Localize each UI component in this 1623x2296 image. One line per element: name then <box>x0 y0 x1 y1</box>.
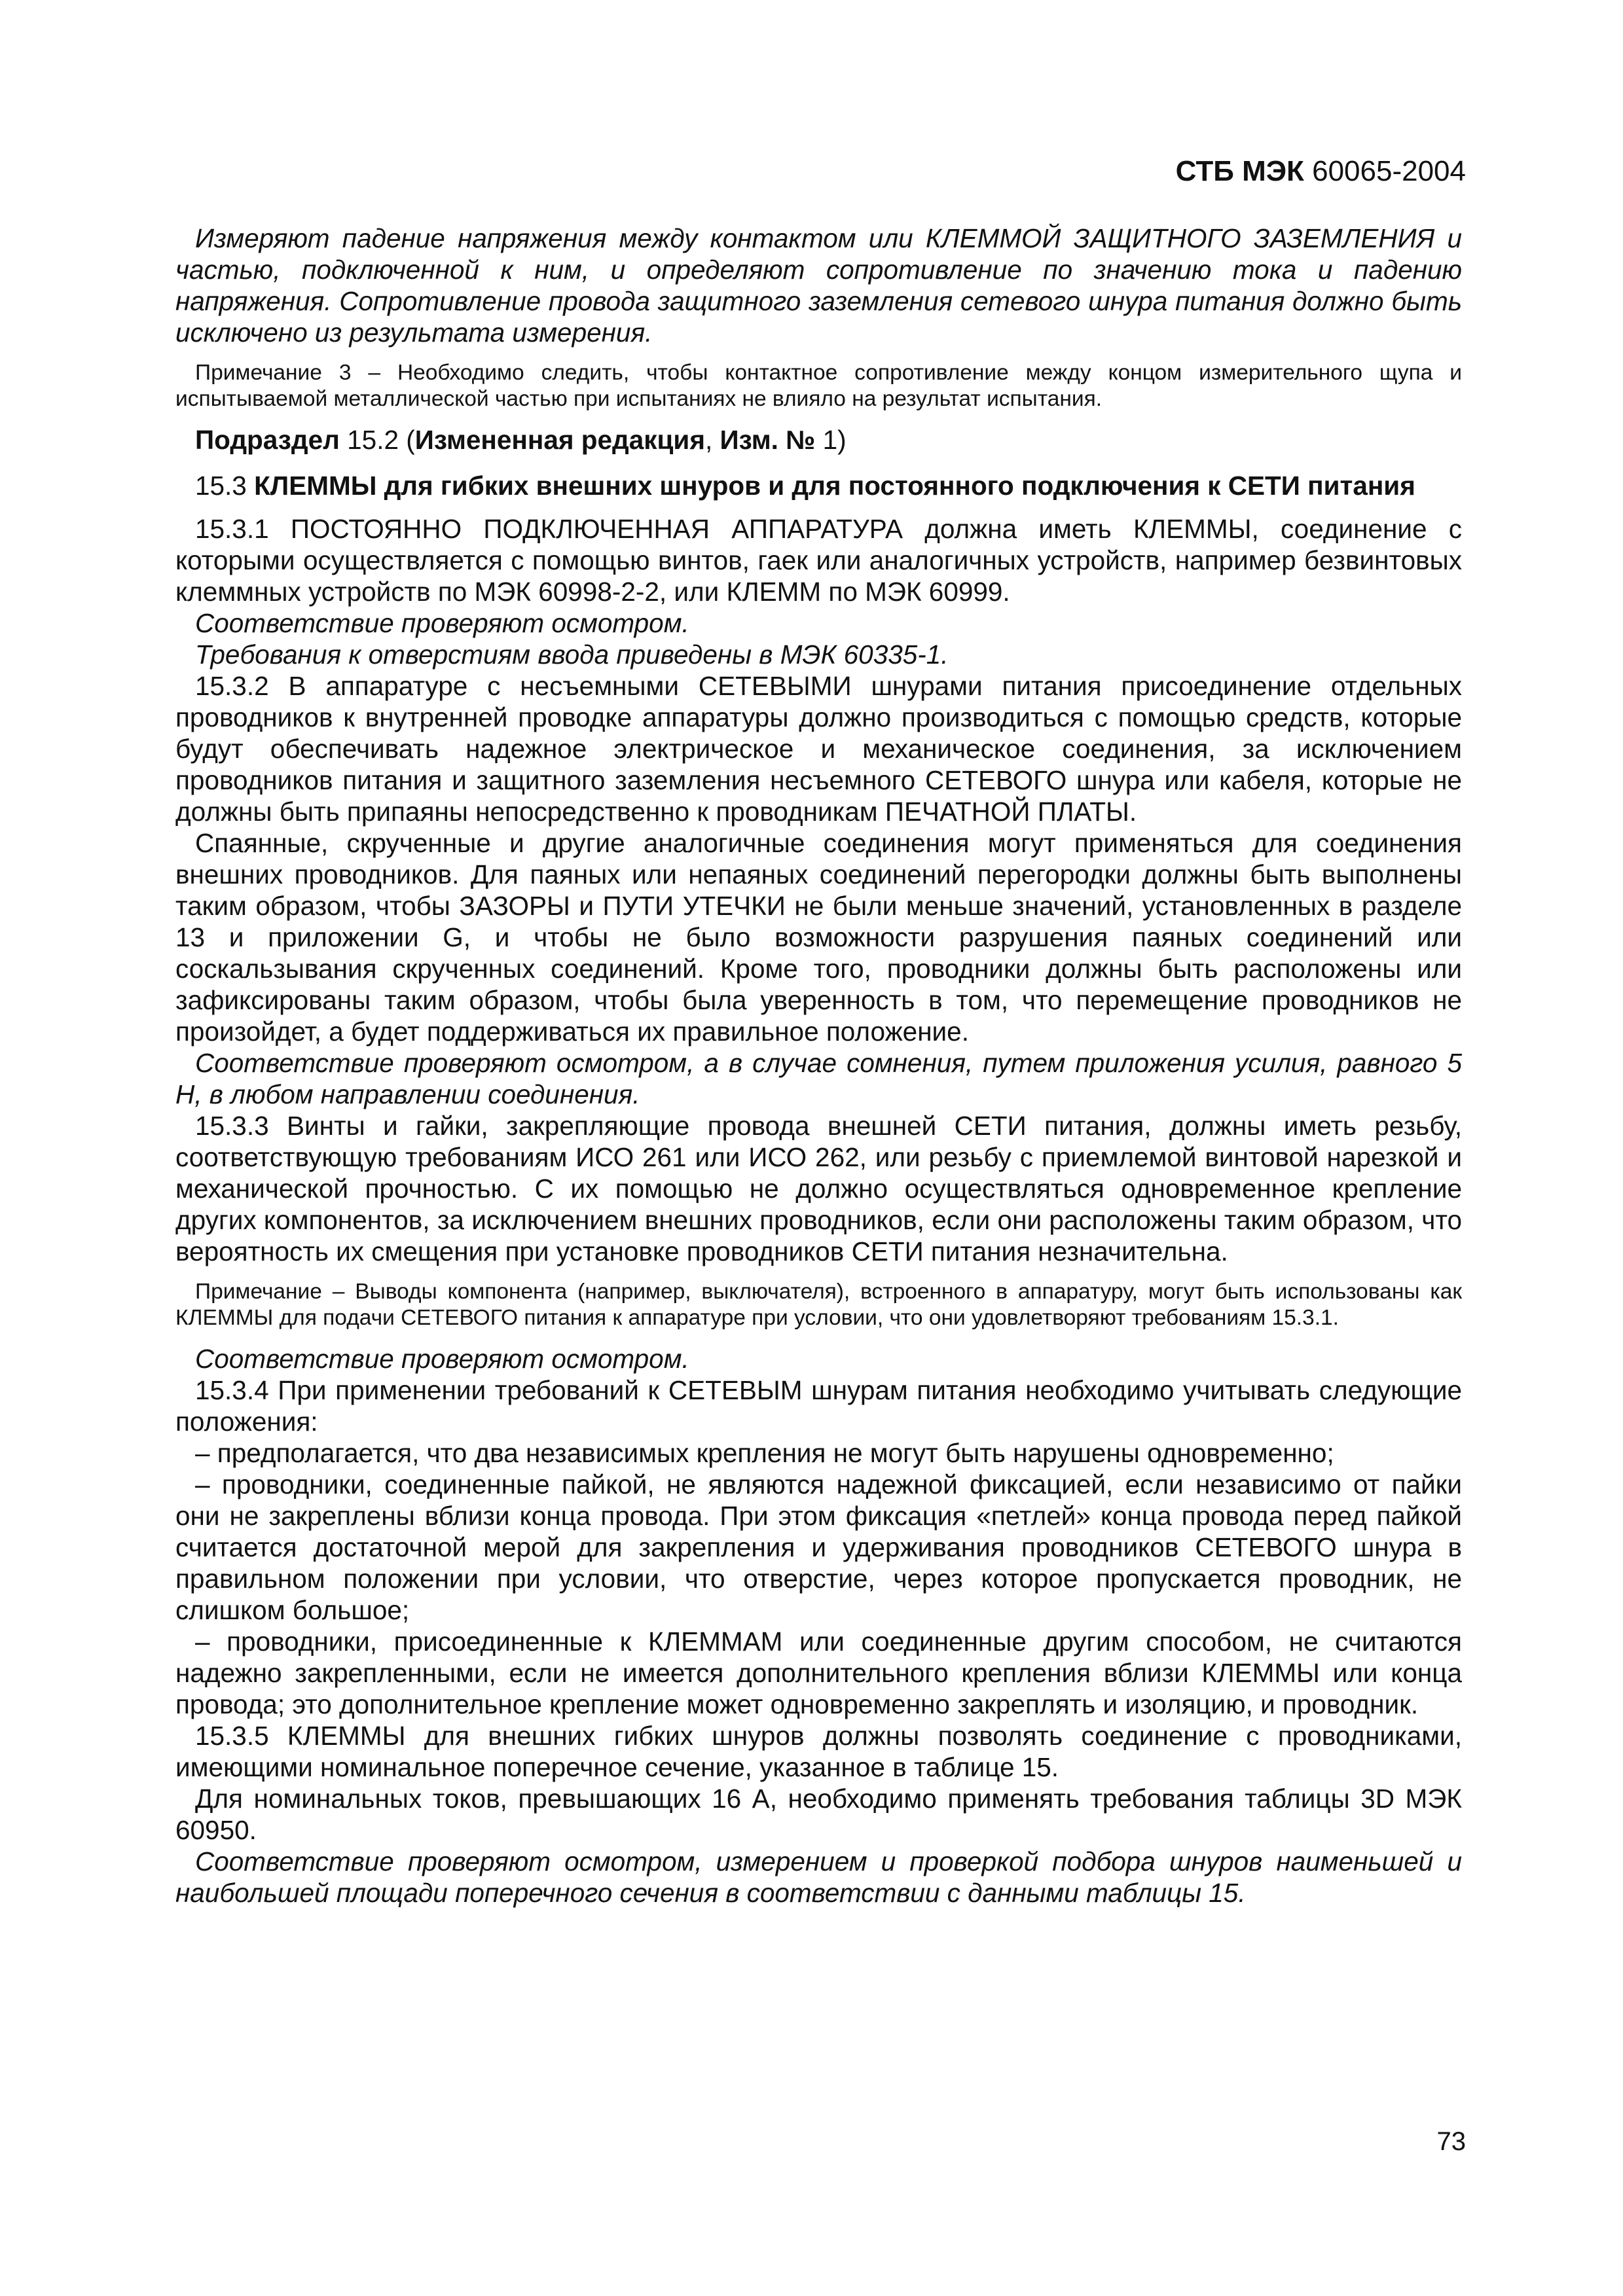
paragraph-15-3-1: 15.3.1 ПОСТОЯННО ПОДКЛЮЧЕННАЯ АППАРАТУРА должна иметь КЛЕММЫ, соединение с которыми осуществляется с помощью винтов, гаек или аналогичных устройств, например безвинтовых клеммных устройств по МЭК 60998-2-2, или КЛЕММ по МЭК 60999. <box>175 514 1462 607</box>
standard-code: СТБ МЭК <box>1175 155 1304 187</box>
subsection-number: 15.2 ( <box>347 425 415 455</box>
note-3: Примечание 3 – Необходимо следить, чтобы контактное сопротивление между концом измерительного щупа и испытываемой металлической частью при испытаниях не влияло на результат испытания. <box>175 361 1462 411</box>
compliance-check-1: Соответствие проверяют осмотром. <box>195 608 689 638</box>
compliance-check-force: Соответствие проверяют осмотром, а в случае сомнения, путем приложения усилия, равного 5 Н, в любом направлении соединения. <box>175 1048 1462 1109</box>
subsection-amendment: Изм. № <box>720 425 816 455</box>
paragraph-rated-currents: Для номинальных токов, превышающих 16 А, необходимо применять требования таблицы 3D МЭК 60950. <box>175 1784 1462 1845</box>
paragraph-15-3-2: 15.3.2 В аппаратуре с несъемными СЕТЕВЫМИ шнурами питания присоединение отдельных проводников к внутренней проводке аппаратуры должно производиться с помощью средств, которые будут обеспечивать надежное электрическое и механическое соединения, за исключением проводников питания и защитного заземления несъемного СЕТЕВОГО шнура или кабеля, которые не должны быть припаяны непосредственно к проводникам ПЕЧАТНОЙ ПЛАТЫ. <box>175 671 1462 827</box>
paragraph-measurement: Измеряют падение напряжения между контактом или КЛЕММОЙ ЗАЩИТНОГО ЗАЗЕМЛЕНИЯ и частью, подключенной к ним, и определяют сопротивление по значению тока и падению напряжения. Сопротивление провода защитного заземления сетевого шнура питания должно быть исключено из результата измерения. <box>175 223 1462 348</box>
list-item-1: – предполагается, что два независимых крепления не могут быть нарушены одновременно; <box>195 1438 1334 1468</box>
subsection-sep: , <box>704 425 720 455</box>
paragraph-15-3-3: 15.3.3 Винты и гайки, закрепляющие провода внешней СЕТИ питания, должны иметь резьбу, соответствующую требованиям ИСО 261 или ИСО 262, или резьбу с приемлемой винтовой нарезкой и механической прочностью. С их помощью не должно осуществляться одновременное крепление других компонентов, за исключением внешних проводников, если они расположены таким образом, что вероятность их смещения при установке проводников СЕТИ питания незначительна. <box>175 1111 1462 1266</box>
subsection-reference <box>175 424 1462 456</box>
heading-number: 15.3 <box>195 471 255 501</box>
inlet-requirements: Требования к отверстиям ввода приведены в МЭК 60335-1. <box>195 639 949 670</box>
subsection-end: 1) <box>815 425 847 455</box>
subsection-label: Подраздел <box>195 425 340 455</box>
standard-number: 60065-2004 <box>1312 155 1466 187</box>
list-item-2: – проводники, соединенные пайкой, не являются надежной фиксацией, если независимо от пайки они не закреплены вблизи конца провода. При этом фиксация «петлей» конца провода перед пайкой считается достаточной мерой для закрепления и удерживания проводников СЕТЕВОГО шнура в правильном положении при условии, что отверстие, через которое пропускается проводник, не слишком большое; <box>175 1469 1462 1625</box>
paragraph-15-3-4: 15.3.4 При применении требований к СЕТЕВЫМ шнурам питания необходимо учитывать следующие положения: <box>175 1375 1462 1437</box>
compliance-check-final: Соответствие проверяют осмотром, измерением и проверкой подбора шнуров наименьшей и наибольшей площади поперечного сечения в соответствии с данными таблицы 15. <box>175 1846 1462 1908</box>
paragraph-spliced-connections: Спаянные, скрученные и другие аналогичные соединения могут применяться для соединения внешних проводников. Для паяных или непаяных соединений перегородки должны быть выполнены таким образом, чтобы ЗАЗОРЫ и ПУТИ УТЕЧКИ не были меньше значений, установленных в разделе 13 и приложении G, и чтобы не было возможности разрушения паяных соединений или соскальзывания скрученных соединений. Кроме того, проводники должны быть расположены или зафиксированы таким образом, чтобы была уверенность в том, что перемещение проводников не произойдет, а будет поддерживаться их правильное положение. <box>175 828 1462 1047</box>
subsection-edition: Измененная редакция <box>414 425 705 455</box>
list-item-3: – проводники, присоединенные к КЛЕММАМ или соединенные другим способом, не считаются надежно закрепленными, если не имеется дополнительного крепления вблизи КЛЕММЫ или конца провода; это дополнительное крепление может одновременно закреплять и изоляцию, и проводник. <box>175 1626 1462 1719</box>
compliance-check-2: Соответствие проверяют осмотром. <box>195 1344 689 1374</box>
section-heading-15-3 <box>175 470 1462 501</box>
page-header <box>1176 152 1466 191</box>
paragraph-15-3-5: 15.3.5 КЛЕММЫ для внешних гибких шнуров должны позволять соединение с проводниками, имеющими номинальное поперечное сечение, указанное в таблице 15. <box>175 1721 1462 1782</box>
page-number: 73 <box>1436 2127 1466 2156</box>
document-body <box>175 223 1462 1909</box>
note-terminals: Примечание – Выводы компонента (например, выключателя), встроенного в аппаратуру, могут быть использованы как КЛЕММЫ для подачи СЕТЕВОГО питания к аппаратуре при условии, что они удовлетворяют требованиям 15.3.1. <box>175 1280 1462 1330</box>
heading-text: КЛЕММЫ для гибких внешних шнуров и для постоянного подключения к СЕТИ питания <box>254 471 1415 501</box>
